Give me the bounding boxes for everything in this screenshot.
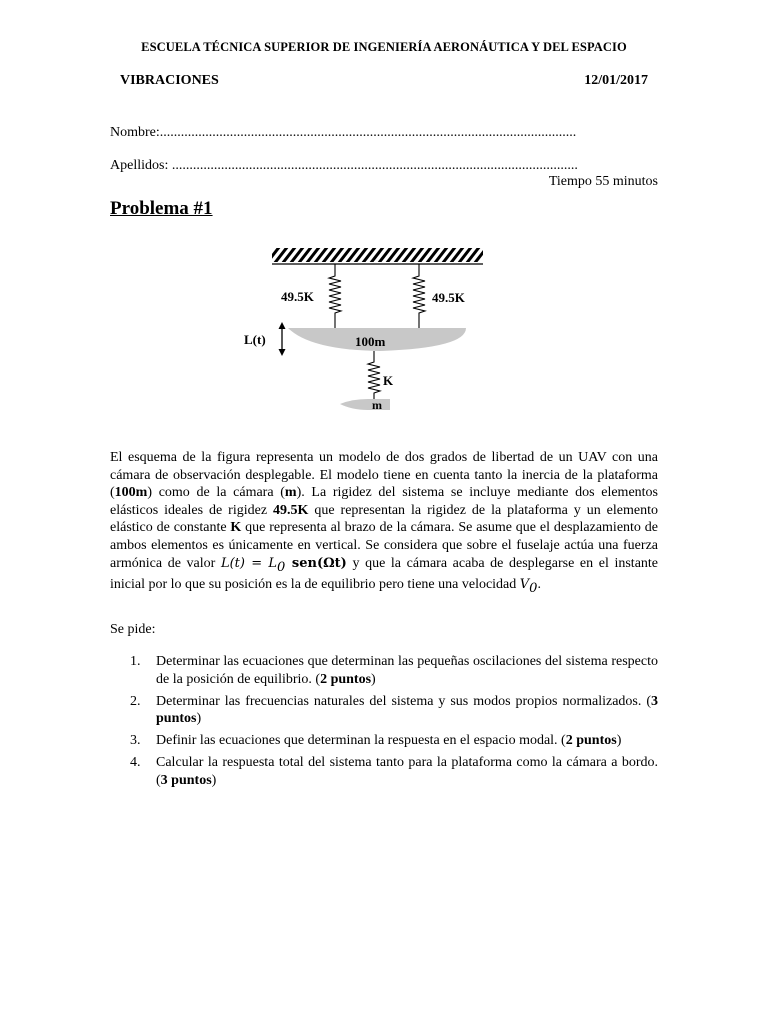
school-name: ESCUELA TÉCNICA SUPERIOR DE INGENIERÍA AERONÁUTICA Y DEL ESPACIO <box>141 40 627 54</box>
list-item: 1. Determinar las ecuaciones que determinan las pequeñas oscilaciones del sistema respecto de la posición de equilibrio. (2 puntos) <box>130 654 658 687</box>
time-limit: Tiempo 55 minutos <box>548 174 658 189</box>
camera-mass <box>340 399 390 410</box>
arm-spring <box>368 351 380 399</box>
se-pide-label: Se pide: <box>110 622 156 637</box>
subject-title: VIBRACIONES <box>120 73 219 88</box>
right-spring <box>413 264 425 328</box>
displacement-label: L(t) <box>244 332 266 347</box>
force-equation-rhs: sen(Ωt) <box>285 555 347 571</box>
vibration-model-figure <box>240 240 490 420</box>
platform-mass-label: 100m <box>355 334 386 349</box>
problem-title: Problema #1 <box>110 198 213 219</box>
arm-spring-label: K <box>383 373 394 388</box>
list-item: 2. Determinar las frecuencias naturales del sistema y sus modos propios normalizados. (3 puntos) <box>130 693 658 727</box>
task-list <box>130 653 658 794</box>
list-item: 4. Calcular la respuesta total del sistema tanto para la plataforma como la cámara a bordo. (3 puntos) <box>130 755 658 789</box>
list-item: 3. Definir las ecuaciones que determinan la respuesta en el espacio modal. (2 puntos) <box>130 733 622 749</box>
displacement-arrow <box>279 322 286 356</box>
camera-mass-label: m <box>372 398 382 412</box>
initial-velocity-symbol: V <box>519 576 530 592</box>
force-equation-lhs: L(t) = L <box>220 555 277 571</box>
exam-date: 12/01/2017 <box>584 73 648 88</box>
right-spring-label: 49.5K <box>432 290 465 305</box>
nombre-field: Nombre:....................................................................................................................... <box>110 125 577 140</box>
fixed-ground-hatch <box>266 246 488 264</box>
left-spring <box>329 264 341 328</box>
left-spring-label: 49.5K <box>281 289 314 304</box>
apellidos-field: Apellidos: .................................................................................................................... <box>110 158 578 173</box>
problem-statement: El esquema de la figura representa un modelo de dos grados de libertad de un UAV con una cámara de observación desplegable. El modelo tiene en cuenta tanto la inercia de la plataforma (100m) como de la cámara (m). La rigidez del sistema se incluye mediante dos elementos elásticos ideales de rigidez 49.5K que representan la rigidez de la plataforma y un elemento elástico de constante K que representa al brazo de la cámara. Se asume que el desplazamiento de ambos elementos es únicamente en vertical. Se considera que sobre el fuselaje actúa una fuerza armónica de valor $L(t) = L_0$ sen(Ωt) y que la cámara acaba de desplegarse en el instante inicial por lo que su posición es la de equilibrio pero tiene una velocidad $V_0$. <box>110 450 659 596</box>
